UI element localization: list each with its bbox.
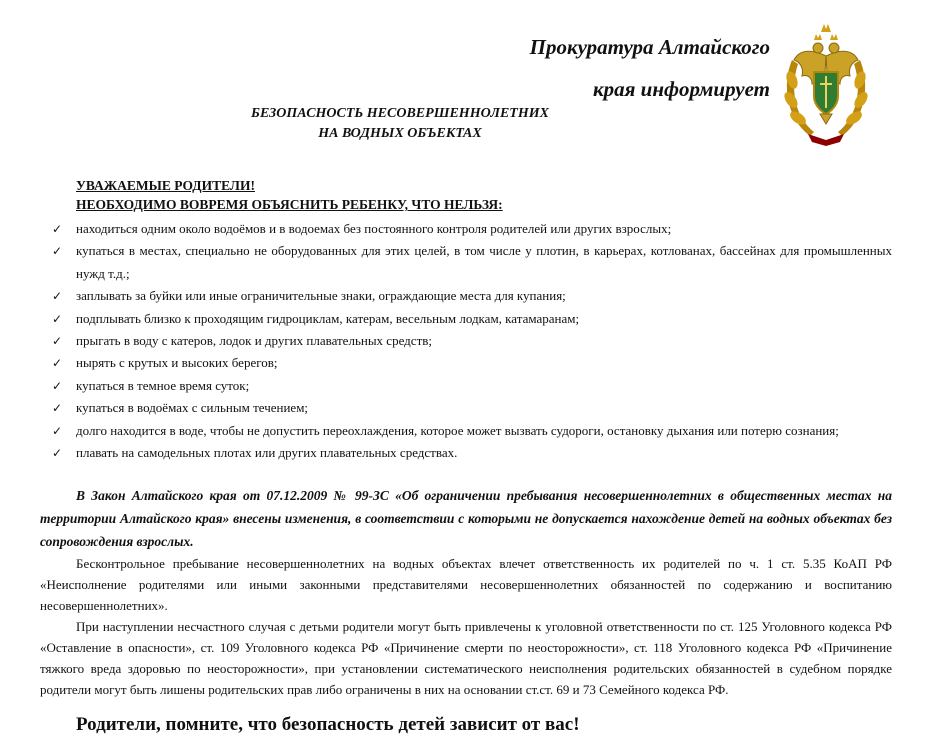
document-title-line2: НА ВОДНЫХ ОБЪЕКТАХ — [318, 126, 482, 141]
list-item: ✓ купаться в водоёмах с сильным течением; — [52, 397, 892, 419]
list-item: ✓ находиться одним около водоёмов и в водоемах без постоянного контроля родителей или других взрослых; — [52, 218, 892, 240]
list-item: ✓ прыгать в воду с катеров, лодок и других плавательных средств; — [52, 330, 892, 352]
document-title-line1: БЕЗОПАСНОСТЬ НЕСОВЕРШЕННОЛЕТНИХ — [251, 106, 549, 121]
closing-statement: Родители, помните, что безопасность детей зависит от вас! — [76, 714, 580, 735]
list-item: ✓ купаться в местах, специально не оборудованных для этих целей, в том числе у плотин, в карьерах, котлованах, бассейнах для промышленных нужд т.д.; — [52, 240, 892, 285]
checkmark-icon: ✓ — [52, 311, 63, 326]
checkmark-icon: ✓ — [52, 244, 63, 259]
document-title — [210, 104, 590, 144]
checkmark-icon: ✓ — [52, 378, 63, 393]
prosecutor-emblem-icon — [778, 20, 874, 148]
checkmark-icon: ✓ — [52, 334, 63, 349]
checkmark-icon: ✓ — [52, 289, 63, 304]
checkmark-icon: ✓ — [52, 423, 63, 438]
law-amendment-paragraph: В Закон Алтайского края от 07.12.2009 № 99-ЗС «Об ограничении пребывания несовершеннолетних в общественных местах на территории Алтайского края» внесены изменения, в соответствии с которыми не допускается нахождение детей на водных объектах без сопровождения взрослых. — [40, 488, 892, 549]
checkmark-icon: ✓ — [52, 401, 63, 416]
criminal-liability-paragraph: При наступлении несчастного случая с детьми родители могут быть привлечены к уголовной ответственности по ст. 125 Уголовного кодекса РФ «Оставление в опасности», ст. 109 Уголовного кодекса РФ «Причинение смерти по неосторожности», ст. 118 Уголовного кодекса РФ «Причинение тяжкого вреда здоровью по неосторожности», при установлении систематического неисполнения родительских обязанностей в судебном порядке родители могут быть лишены родительских прав либо ограничены в них на основании ст.ст. 69 и 73 Семейного кодекса РФ. — [40, 619, 892, 697]
list-item: ✓ плавать на самодельных плотах или других плавательных средствах. — [52, 442, 892, 464]
greeting-heading: УВАЖАЕМЫЕ РОДИТЕЛИ! — [76, 178, 255, 193]
law-section — [40, 484, 892, 700]
greeting-block — [76, 176, 896, 214]
checkmark-icon: ✓ — [52, 356, 63, 371]
list-item: ✓ нырять с крутых и высоких берегов; — [52, 352, 892, 374]
organization-name: Прокуратура Алтайского — [529, 35, 770, 59]
list-item: ✓ подплывать близко к проходящим гидроциклам, катерам, весельным лодкам, катамаранам; — [52, 308, 892, 330]
list-item: ✓ долго находится в воде, чтобы не допустить переохлаждения, которое может вызвать судороги, остановку дыхания или потерю сознания; — [52, 420, 892, 442]
organization-header — [520, 26, 770, 110]
administrative-liability-paragraph: Бесконтрольное пребывание несовершеннолетних на водных объектах влечет ответственность их родителей по ч. 1 ст. 5.35 КоАП РФ «Неисполнение родителями или иными законными представителями несовершеннолетних обязанностей по содержанию и воспитанию несовершеннолетних». — [40, 556, 892, 613]
checkmark-icon: ✓ — [52, 446, 63, 461]
organization-informs: края информирует — [592, 77, 770, 101]
greeting-subheading: НЕОБХОДИМО ВОВРЕМЯ ОБЪЯСНИТЬ РЕБЕНКУ, ЧТО НЕЛЬЗЯ: — [76, 197, 503, 212]
checkmark-icon: ✓ — [52, 222, 63, 236]
list-item: ✓ заплывать за буйки или иные ограничительные знаки, ограждающие места для купания; — [52, 285, 892, 307]
list-item: ✓ купаться в темное время суток; — [52, 375, 892, 397]
prohibited-actions-list — [52, 218, 892, 464]
